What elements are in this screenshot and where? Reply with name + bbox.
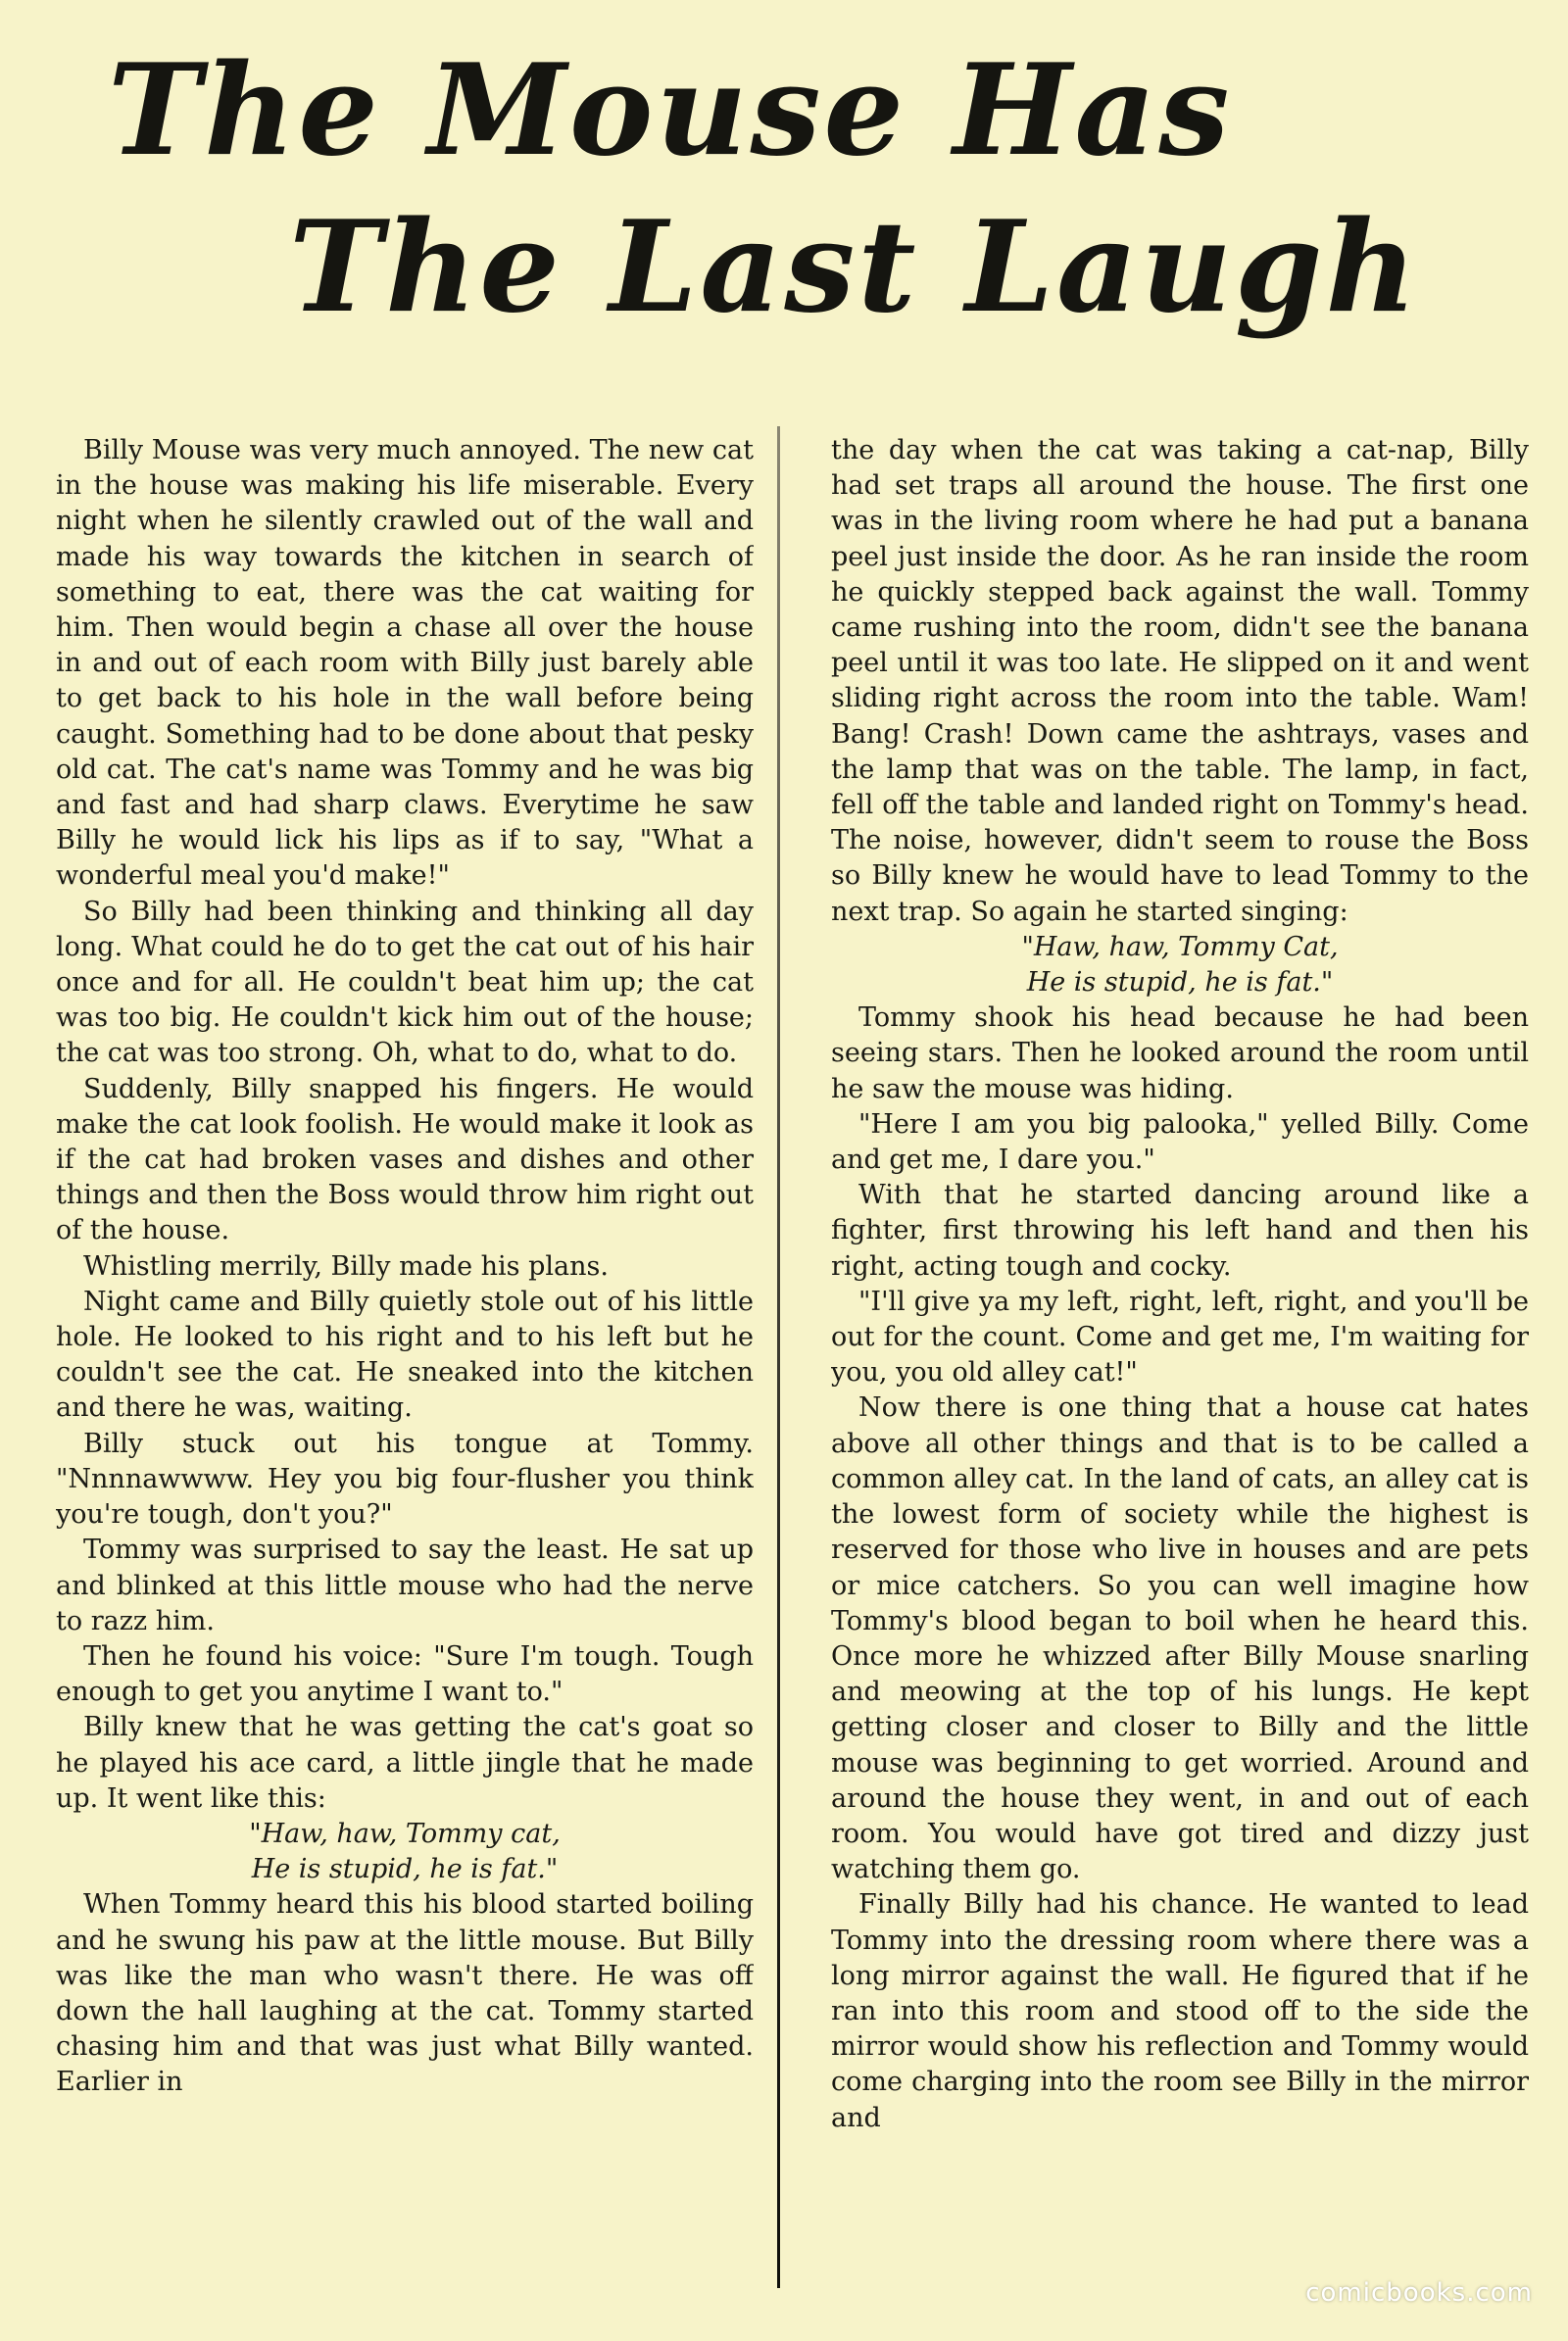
left-paragraph-1: Billy Mouse was very much annoyed. The new cat in the house was making his life miserable. Every night when he silently crawled out of the wall and made his way towards the kitchen in search of something to eat, there was the cat waiting for him. Then would begin a chase all over the house in and out of each room with Billy just barely able to get back to his hole in the wall before being caught. Something had to be done about that pesky old cat. The cat's name was Tommy and he was big and fast and had sharp claws. Everytime he saw Billy he would lick his lips as if to say, "What a wonderful meal you'd make!" [56, 435, 754, 892]
left-paragraph-10: When Tommy heard this his blood started boiling and he swung his paw at the little mouse. But Billy was like the man who wasn't there. He was off down the hall laughing at the cat. Tommy started chasing him and that was just what Billy wanted. Earlier in [56, 1889, 754, 2098]
left-paragraph-4: Whistling merrily, Billy made his plans. [83, 1250, 609, 1282]
column-divider [777, 426, 780, 2288]
right-column [831, 433, 1529, 2310]
right-paragraph-3: "Here I am you big palooka," yelled Billy. Come and get me, I dare you." [831, 1108, 1529, 1176]
left-paragraph-3: Suddenly, Billy snapped his fingers. He would make the cat look foolish. He would make it look as if the cat had broken vases and dishes and other things and then the Boss would throw him right out of the house. [56, 1073, 754, 1246]
right-paragraph-5: "I'll give ya my left, right, left, right, and you'll be out for the count. Come and get me, I'm waiting for you, you old alley cat!" [831, 1286, 1529, 1389]
title-line-2: The Last Laugh [289, 194, 1420, 341]
left-column [56, 433, 754, 2310]
right-verse-line-2: He is stupid, he is fat." [1026, 967, 1334, 999]
source-watermark: comicbooks.com [1305, 2278, 1533, 2308]
left-paragraph-8: Then he found his voice: "Sure I'm tough. Tough enough to get you anytime I want to." [56, 1640, 754, 1708]
left-paragraph-9: Billy knew that he was getting the cat's goat so he played his ace card, a little jingle that he made up. It went like this: [56, 1712, 754, 1814]
right-paragraph-7: Finally Billy had his chance. He wanted to lead Tommy into the dressing room where there was a long mirror against the wall. He figured that if he ran into this room and stood off to the side the mirror would show his reflection and Tommy would come charging into the room see Billy in the mirror and [831, 1889, 1529, 2133]
left-paragraph-6: Billy stuck out his tongue at Tommy. "Nnnnawwww. Hey you big four-flusher you think you're tough, don't you?" [56, 1428, 754, 1531]
right-paragraph-6: Now there is one thing that a house cat hates above all other things and that is to be called a common alley cat. In the land of cats, an alley cat is the lowest form of society while the highest is reserved for those who live in houses and are pets or mice catchers. So you can well imagine how Tommy's blood began to boil when he heard this. Once more he whizzed after Billy Mouse snarling and meowing at the top of his lungs. He kept getting closer and closer to Billy and the little mouse was beginning to get worried. Around and around the house they went, in and out of each room. You would have got tired and dizzy just watching them go. [831, 1392, 1529, 1885]
left-verse-line-1: "Haw, haw, Tommy cat, [249, 1818, 561, 1849]
right-paragraph-4: With that he started dancing around like a fighter, first throwing his left hand and then his right, acting tough and cocky. [831, 1180, 1529, 1282]
left-paragraph-5: Night came and Billy quietly stole out of his little hole. He looked to his right and to his left but he couldn't see the cat. He sneaked into the kitchen and there he was, waiting. [56, 1286, 754, 1424]
title-line-1: The Mouse Has [108, 37, 1233, 184]
right-paragraph-1: the day when the cat was taking a cat-nap, Billy had set traps all around the house. The first one was in the living room where he had put a banana peel just inside the door. As he ran inside the room he quickly stepped back against the wall. Tommy came rushing into the room, didn't see the banana peel until it was too late. He slipped on it and went sliding right across the room into the table. Wam! Bang! Crash! Down came the ashtrays, vases and the lamp that was on the table. The lamp, in fact, fell off the table and landed right on Tommy's head. The noise, however, didn't seem to rouse the Boss so Billy knew he would have to lead Tommy to the next trap. So again he started singing: [831, 435, 1529, 927]
story-title [0, 0, 1568, 392]
right-paragraph-2: Tommy shook his head because he had been seeing stars. Then he looked around the room until he saw the mouse was hiding. [831, 1002, 1529, 1104]
left-verse-line-2: He is stupid, he is fat." [251, 1854, 559, 1885]
left-paragraph-7: Tommy was surprised to say the least. He sat up and blinked at this little mouse who had the nerve to razz him. [56, 1535, 754, 1636]
right-verse-line-1: "Haw, haw, Tommy Cat, [1021, 931, 1339, 962]
left-paragraph-2: So Billy had been thinking and thinking all day long. What could he do to get the cat out of his hair once and for all. He couldn't beat him up; the cat was too big. He couldn't kick him out of the house; the cat was too strong. Oh, what to do, what to do. [56, 896, 754, 1069]
